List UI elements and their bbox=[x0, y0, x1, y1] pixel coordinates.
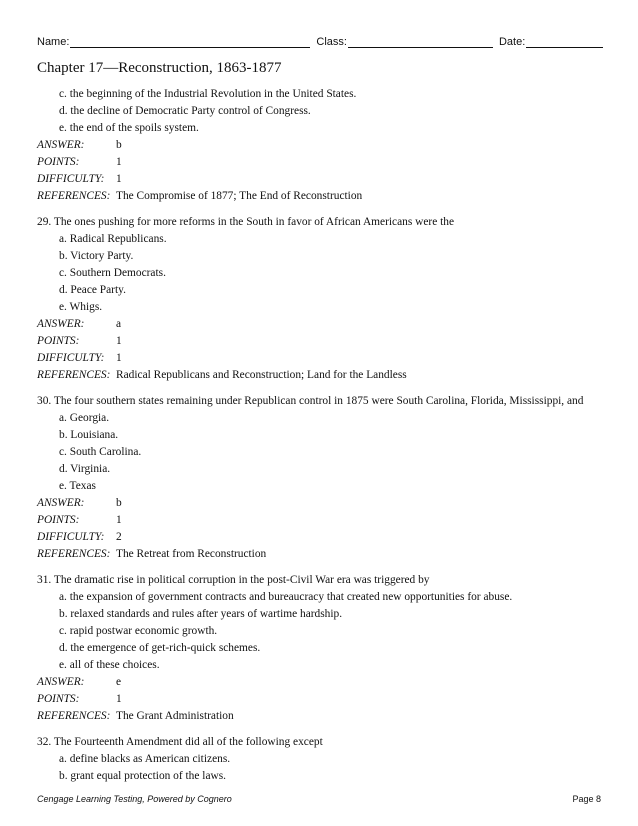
references-row bbox=[37, 708, 607, 725]
references-value: Radical Republicans and Reconstruction; Land for the Landless bbox=[116, 369, 407, 381]
answer-choice: e. Whigs. bbox=[59, 301, 103, 313]
class-blank-line[interactable] bbox=[348, 37, 493, 48]
answer-value: a bbox=[116, 318, 122, 330]
points-label: POINTS: bbox=[37, 156, 80, 168]
name-label: Name: bbox=[37, 36, 70, 48]
references-label: REFERENCES: bbox=[37, 369, 111, 381]
answer-label: ANSWER: bbox=[37, 676, 85, 688]
answer-choice: d. the emergence of get-rich-quick schemes. bbox=[59, 642, 261, 654]
answer-row bbox=[37, 495, 607, 512]
answer-row bbox=[37, 316, 607, 333]
answer-choice: d. Virginia. bbox=[59, 463, 111, 475]
points-label: POINTS: bbox=[37, 693, 80, 705]
references-value: The Grant Administration bbox=[116, 710, 234, 722]
chapter-title: Chapter 17—Reconstruction, 1863-1877 bbox=[37, 60, 282, 76]
class-label: Class: bbox=[316, 36, 347, 48]
question-29 bbox=[37, 214, 607, 384]
answer-row bbox=[37, 137, 607, 154]
difficulty-label: DIFFICULTY: bbox=[37, 352, 105, 364]
answer-label: ANSWER: bbox=[37, 497, 85, 509]
page-footer bbox=[37, 794, 601, 804]
difficulty-row bbox=[37, 529, 607, 546]
points-value: 1 bbox=[116, 514, 122, 526]
difficulty-row bbox=[37, 350, 607, 367]
question-31 bbox=[37, 572, 607, 725]
answer-choice: b. Victory Party. bbox=[59, 250, 134, 262]
answer-choice: a. Radical Republicans. bbox=[59, 233, 167, 245]
date-blank-line[interactable] bbox=[526, 37, 603, 48]
question-30 bbox=[37, 393, 607, 563]
answer-choice: a. define blacks as American citizens. bbox=[59, 753, 231, 765]
question-stem: 31. The dramatic rise in political corruption in the post-Civil War era was triggered by bbox=[37, 574, 430, 586]
answer-value: b bbox=[116, 139, 122, 151]
difficulty-value: 2 bbox=[116, 531, 122, 543]
answer-choice: e. the end of the spoils system. bbox=[59, 122, 199, 134]
references-row bbox=[37, 188, 607, 205]
footer-credit: Cengage Learning Testing, Powered by Cognero bbox=[37, 794, 232, 804]
page-number: Page 8 bbox=[572, 794, 601, 804]
answer-choice: d. Peace Party. bbox=[59, 284, 126, 296]
name-blank-line[interactable] bbox=[70, 37, 310, 48]
answer-choice: a. Georgia. bbox=[59, 412, 110, 424]
difficulty-label: DIFFICULTY: bbox=[37, 531, 105, 543]
question-stem: 30. The four southern states remaining under Republican control in 1875 were South Carolina, Florida, Mississippi, and bbox=[37, 395, 584, 407]
points-row bbox=[37, 512, 607, 529]
answer-value: e bbox=[116, 676, 122, 688]
answer-choice: c. South Carolina. bbox=[59, 446, 142, 458]
points-value: 1 bbox=[116, 156, 122, 168]
answer-label: ANSWER: bbox=[37, 318, 85, 330]
answer-label: ANSWER: bbox=[37, 139, 85, 151]
references-value: The Retreat from Reconstruction bbox=[116, 548, 267, 560]
points-label: POINTS: bbox=[37, 335, 80, 347]
answer-choice: e. all of these choices. bbox=[59, 659, 160, 671]
points-value: 1 bbox=[116, 335, 122, 347]
references-label: REFERENCES: bbox=[37, 548, 111, 560]
references-value: The Compromise of 1877; The End of Reconstruction bbox=[116, 190, 363, 202]
answer-choice: b. grant equal protection of the laws. bbox=[59, 770, 227, 782]
difficulty-value: 1 bbox=[116, 173, 122, 185]
answer-row bbox=[37, 674, 607, 691]
question-stem: 29. The ones pushing for more reforms in the South in favor of African Americans were the bbox=[37, 216, 455, 228]
difficulty-value: 1 bbox=[116, 352, 122, 364]
points-row bbox=[37, 154, 607, 171]
answer-choice: c. the beginning of the Industrial Revolution in the United States. bbox=[59, 88, 357, 100]
student-info-header bbox=[37, 36, 603, 48]
difficulty-row bbox=[37, 171, 607, 188]
answer-choice: a. the expansion of government contracts and bureaucracy that created new opportunities for abuse. bbox=[59, 591, 513, 603]
answer-choice: d. the decline of Democratic Party control of Congress. bbox=[59, 105, 311, 117]
answer-choice: c. rapid postwar economic growth. bbox=[59, 625, 218, 637]
references-label: REFERENCES: bbox=[37, 190, 111, 202]
references-row bbox=[37, 546, 607, 563]
references-label: REFERENCES: bbox=[37, 710, 111, 722]
question-stem: 32. The Fourteenth Amendment did all of the following except bbox=[37, 736, 323, 748]
difficulty-label: DIFFICULTY: bbox=[37, 173, 105, 185]
answer-choice: c. Southern Democrats. bbox=[59, 267, 166, 279]
date-label: Date: bbox=[498, 36, 526, 48]
points-value: 1 bbox=[116, 693, 122, 705]
points-row bbox=[37, 691, 607, 708]
carryover-question bbox=[37, 86, 607, 205]
answer-value: b bbox=[116, 497, 122, 509]
question-list bbox=[37, 86, 607, 785]
points-label: POINTS: bbox=[37, 514, 80, 526]
references-row bbox=[37, 367, 607, 384]
question-32 bbox=[37, 734, 607, 785]
points-row bbox=[37, 333, 607, 350]
answer-choice: b. Louisiana. bbox=[59, 429, 119, 441]
answer-choice: b. relaxed standards and rules after years of wartime hardship. bbox=[59, 608, 343, 620]
answer-choice: e. Texas bbox=[59, 480, 96, 492]
